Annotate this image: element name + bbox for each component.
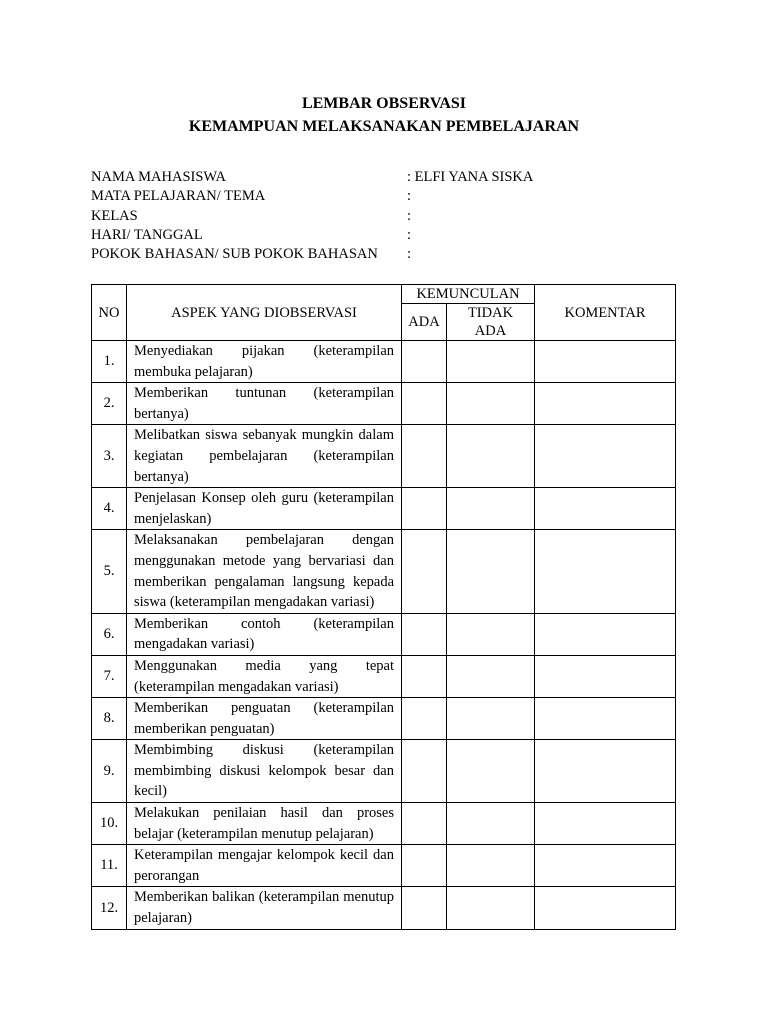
row-number: 11.	[92, 845, 127, 887]
cell-ada[interactable]	[402, 613, 447, 655]
cell-tidak-ada[interactable]	[447, 845, 535, 887]
info-value: :	[407, 188, 412, 205]
cell-tidak-ada[interactable]	[447, 655, 535, 697]
header-aspek: ASPEK YANG DIOBSERVASI	[127, 285, 402, 341]
cell-ada[interactable]	[402, 425, 447, 488]
info-value: :	[407, 226, 412, 243]
cell-ada[interactable]	[402, 488, 447, 530]
info-row-nama	[91, 168, 691, 187]
row-aspek: Penjelasan Konsep oleh guru (keterampilan menjelaskan)	[134, 490, 394, 527]
table-row	[92, 613, 676, 655]
row-aspek: Memberikan tuntunan (keterampilan bertanya)	[134, 385, 394, 422]
table-row	[92, 425, 676, 488]
cell-tidak-ada[interactable]	[447, 803, 535, 845]
table-row	[92, 341, 676, 383]
document-title: LEMBAR OBSERVASI	[301, 95, 467, 112]
row-number: 4.	[92, 488, 127, 530]
cell-komentar[interactable]	[535, 655, 676, 697]
info-block	[91, 168, 691, 264]
cell-komentar[interactable]	[535, 887, 676, 929]
info-value: :	[407, 207, 412, 224]
header-kemunculan: KEMUNCULAN	[402, 285, 535, 304]
row-number: 1.	[92, 341, 127, 383]
observation-table	[91, 284, 676, 930]
info-label: HARI/ TANGGAL	[91, 226, 203, 243]
cell-tidak-ada[interactable]	[447, 698, 535, 740]
info-row-mata-pelajaran	[91, 187, 691, 206]
info-label: NAMA MAHASISWA	[91, 169, 226, 185]
info-label: MATA PELAJARAN/ TEMA	[91, 188, 266, 205]
cell-ada[interactable]	[402, 655, 447, 697]
info-row-hari-tanggal	[91, 226, 691, 245]
cell-komentar[interactable]	[535, 613, 676, 655]
row-aspek: Melaksanakan pembelajaran dengan menggunakan metode yang bervariasi dan memberikan pengalaman langsung kepada siswa (keterampilan mengadakan variasi)	[134, 532, 394, 611]
table-row	[92, 488, 676, 530]
row-number: 9.	[92, 740, 127, 803]
table-row	[92, 698, 676, 740]
cell-komentar[interactable]	[535, 698, 676, 740]
cell-tidak-ada[interactable]	[447, 488, 535, 530]
header-tidak-ada: TIDAK ADA	[447, 304, 535, 341]
cell-komentar[interactable]	[535, 530, 676, 613]
row-aspek: Menggunakan media yang tepat (keterampilan mengadakan variasi)	[134, 657, 394, 695]
cell-komentar[interactable]	[535, 740, 676, 803]
cell-ada[interactable]	[402, 530, 447, 613]
info-label: POKOK BAHASAN/ SUB POKOK BAHASAN	[91, 246, 378, 263]
table-row	[92, 655, 676, 697]
cell-tidak-ada[interactable]	[447, 740, 535, 803]
row-aspek: Melibatkan siswa sebanyak mungkin dalam kegiatan pembelajaran (keterampilan bertanya)	[134, 427, 394, 485]
info-value: : ELFI YANA SISKA	[407, 169, 534, 185]
cell-ada[interactable]	[402, 383, 447, 425]
cell-ada[interactable]	[402, 887, 447, 929]
row-number: 7.	[92, 655, 127, 697]
header-no: NO	[92, 285, 127, 341]
cell-tidak-ada[interactable]	[447, 425, 535, 488]
table-row	[92, 845, 676, 887]
cell-ada[interactable]	[402, 341, 447, 383]
row-number: 5.	[92, 530, 127, 613]
table-row	[92, 887, 676, 929]
table-row	[92, 383, 676, 425]
cell-ada[interactable]	[402, 740, 447, 803]
header-komentar: KOMENTAR	[535, 285, 676, 341]
cell-tidak-ada[interactable]	[447, 383, 535, 425]
info-value: :	[407, 246, 412, 263]
row-number: 2.	[92, 383, 127, 425]
row-aspek: Menyediakan pijakan (keterampilan membuka pelajaran)	[134, 343, 394, 380]
row-aspek: Memberikan penguatan (keterampilan memberikan penguatan)	[134, 700, 394, 737]
info-row-pokok-bahasan	[91, 245, 691, 264]
row-aspek: Melakukan penilaian hasil dan proses belajar (keterampilan menutup pelajaran)	[134, 805, 394, 842]
row-aspek: Memberikan balikan (keterampilan menutup pelajaran)	[134, 889, 394, 927]
cell-tidak-ada[interactable]	[447, 341, 535, 383]
row-number: 12.	[92, 887, 127, 929]
row-aspek: Keterampilan mengajar kelompok kecil dan perorangan	[134, 847, 394, 884]
cell-tidak-ada[interactable]	[447, 613, 535, 655]
row-aspek: Membimbing diskusi (keterampilan membimbing diskusi kelompok besar dan kecil)	[134, 742, 394, 800]
info-row-kelas	[91, 207, 691, 226]
cell-tidak-ada[interactable]	[447, 530, 535, 613]
row-number: 6.	[92, 613, 127, 655]
cell-komentar[interactable]	[535, 488, 676, 530]
row-number: 8.	[92, 698, 127, 740]
header-ada: ADA	[402, 304, 447, 341]
cell-komentar[interactable]	[535, 383, 676, 425]
cell-ada[interactable]	[402, 845, 447, 887]
table-row	[92, 803, 676, 845]
cell-tidak-ada[interactable]	[447, 887, 535, 929]
cell-komentar[interactable]	[535, 425, 676, 488]
table-row	[92, 740, 676, 803]
info-label: KELAS	[91, 207, 138, 224]
row-number: 10.	[92, 803, 127, 845]
cell-komentar[interactable]	[535, 341, 676, 383]
cell-komentar[interactable]	[535, 803, 676, 845]
cell-ada[interactable]	[402, 803, 447, 845]
row-number: 3.	[92, 425, 127, 488]
cell-komentar[interactable]	[535, 845, 676, 887]
document-subtitle: KEMAMPUAN MELAKSANAKAN PEMBELAJARAN	[188, 118, 580, 135]
cell-ada[interactable]	[402, 698, 447, 740]
row-aspek: Memberikan contoh (keterampilan mengadakan variasi)	[134, 615, 394, 653]
table-row	[92, 530, 676, 613]
